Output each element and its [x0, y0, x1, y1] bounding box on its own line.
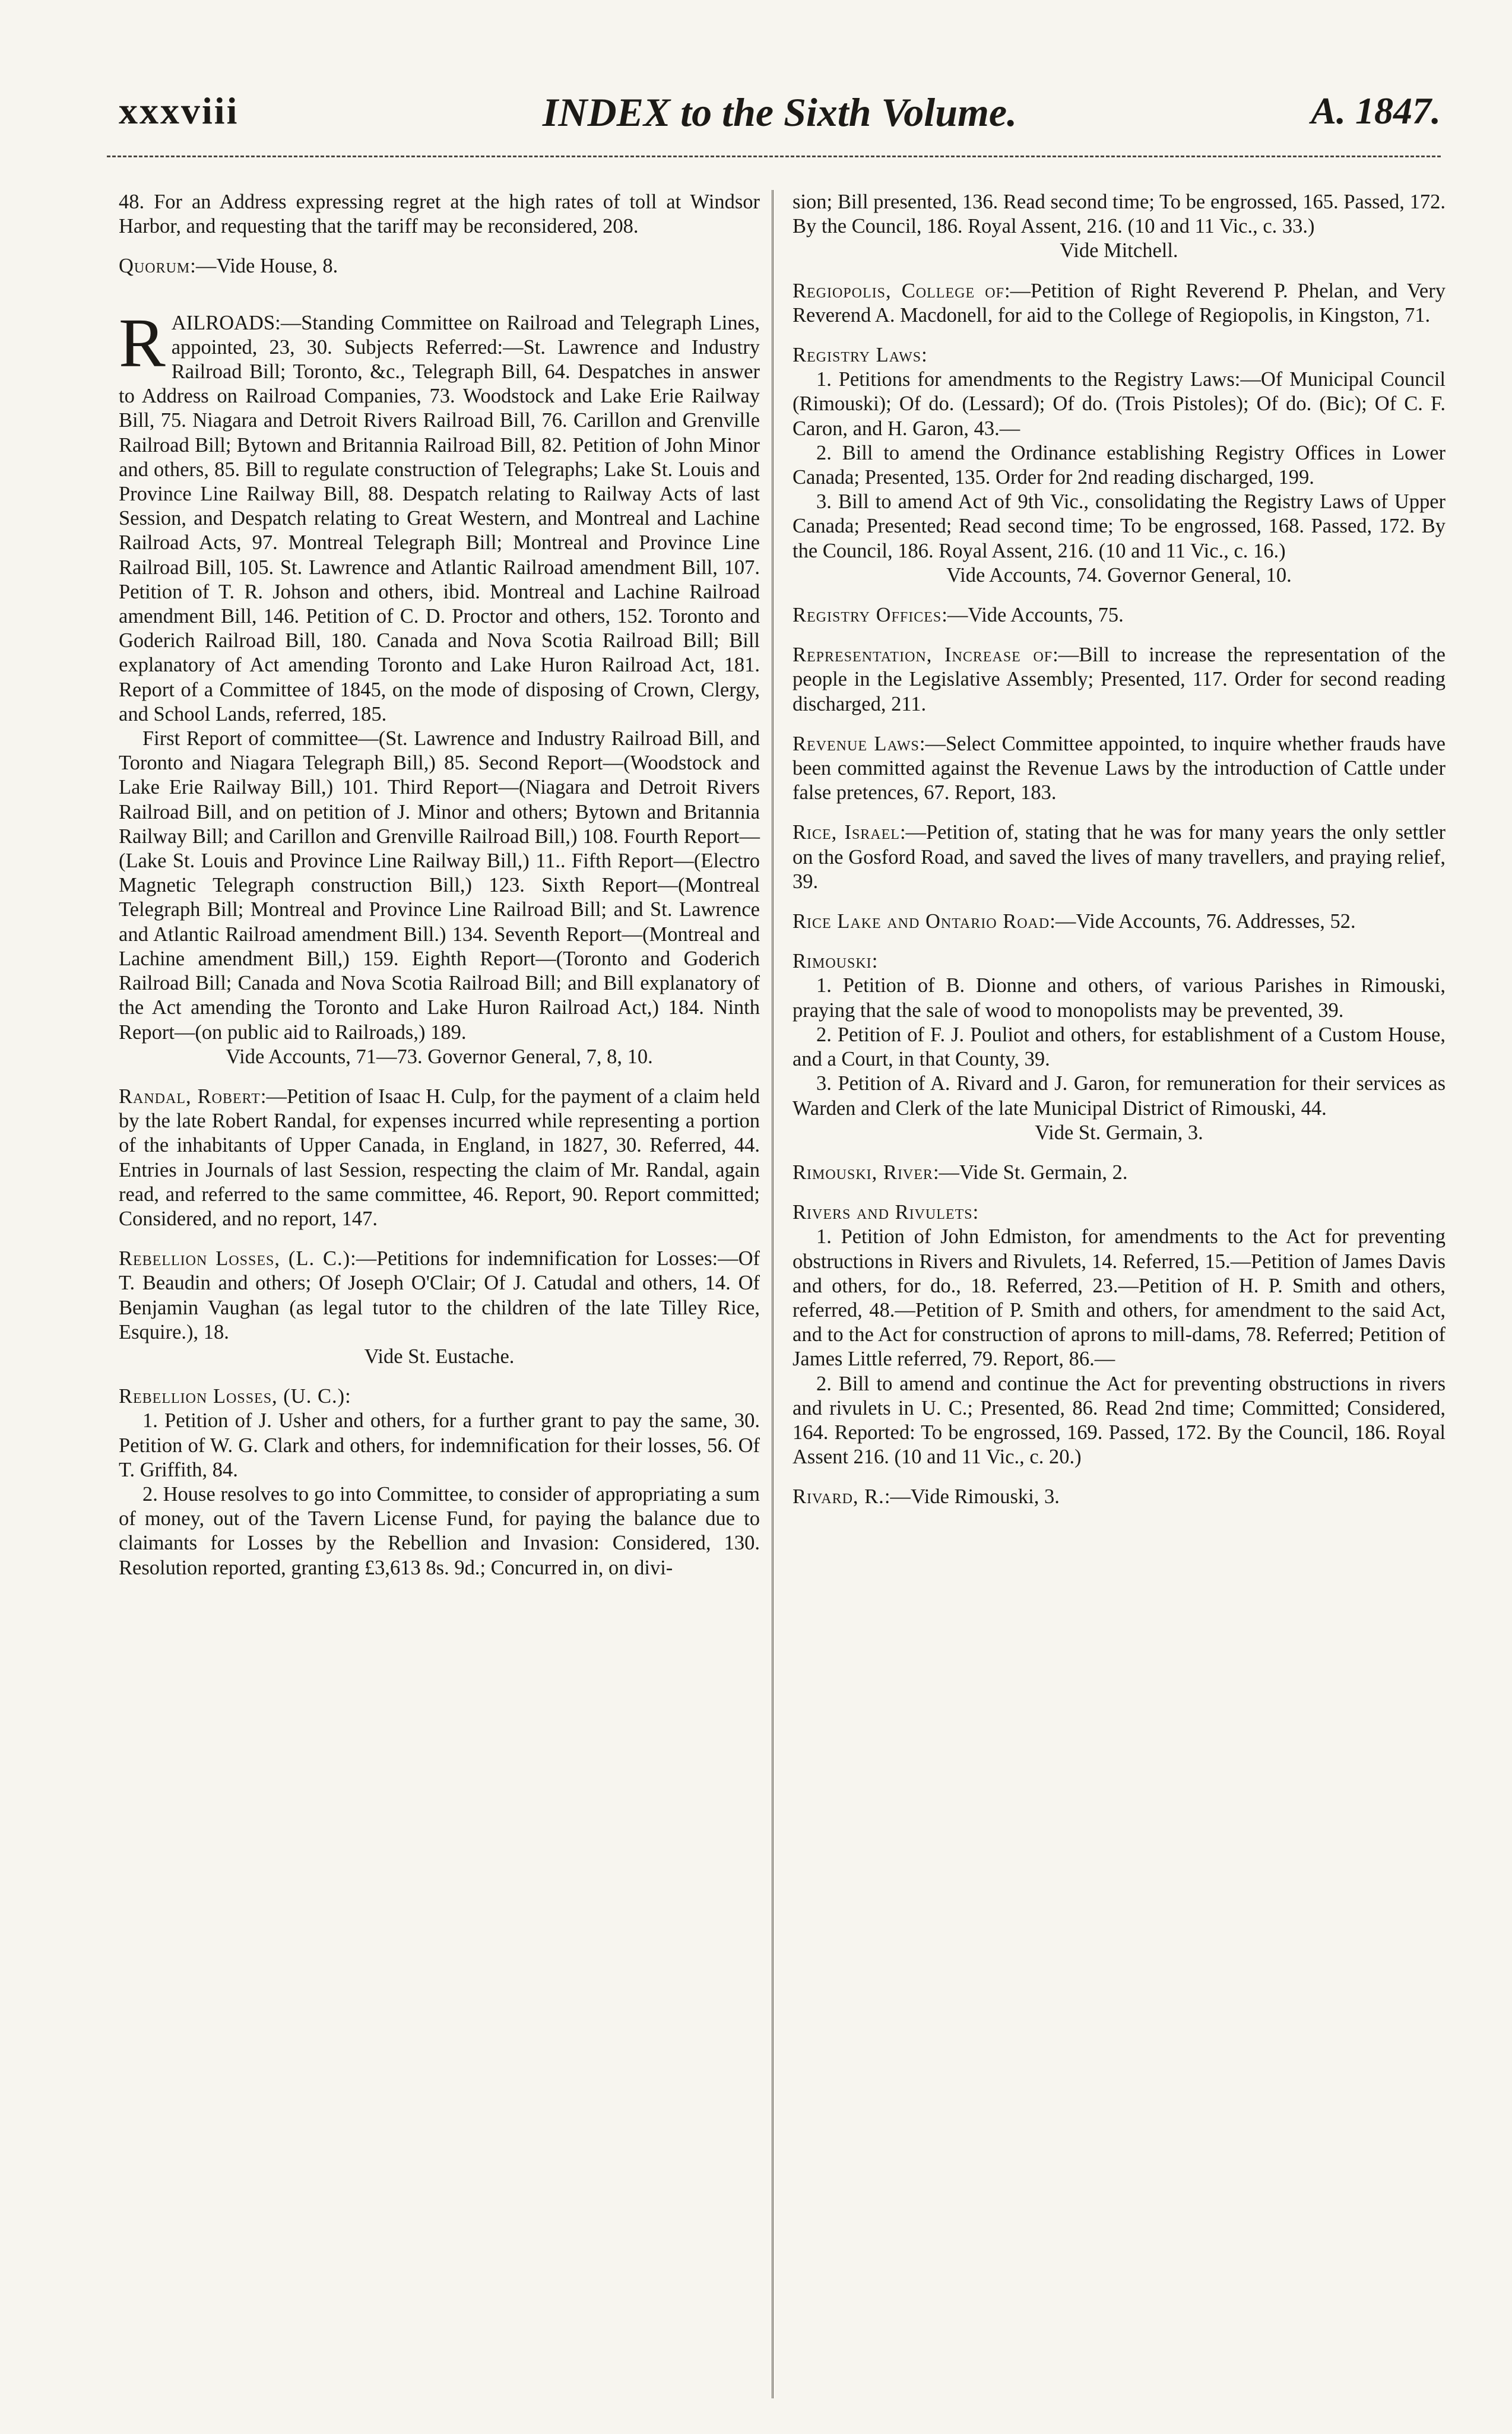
entry-heading: Rivard, R. [793, 1485, 885, 1508]
entry-quorum [119, 254, 760, 278]
entry-heading: Registry Offices [793, 604, 942, 627]
entry-text: :—Vide Rimouski, 3. [884, 1485, 1060, 1508]
entry-subitem: 2. House resolves to go into Committee, to consider of appropriating a sum of money, out of the Tavern License Fund, for paying the balance due to claimants for Losses by the Rebellion and Invasion: Considered, 130. Resolution reported, granting £3,613 8s. 9d.; Concurred in, on divi- [119, 1482, 760, 1579]
header-rule [107, 156, 1441, 160]
entry-railroads [119, 303, 760, 1069]
entry-vide: Vide Accounts, 71—73. Governor General, 7, 8, 10. [226, 1045, 653, 1068]
entry-heading: Registry Laws [793, 344, 922, 367]
entry-rivard [793, 1485, 1446, 1509]
entry-text: :—Petitions for indemnification for Losses:—Of T. Beaudin and others; Of Joseph O'Clair; Of J. Catudal and others, 14. Of Benjamin Vaughan (as legal tutor to the children of the late Tilley Rice, Esquire.), 18. [119, 1247, 760, 1343]
entry-rimouski: Rimouski: 1. Petition of B. Dionne and others, of various Parishes in Rimouski, praying that the sale of wood to monopolists may be prevented, 39. 2. Petition of F. J. Pouliot and others, for establishment of a Custom House, and a Court, in that County, 39. 3. Petition of A. Rivard and J. Garon, for remuneration for their services as Warden and Clerk of the late Municipal District of Rimouski, 44. Vide St. Germain, 3. [793, 949, 1446, 1145]
entry-heading: Rice Lake and Ontario Road [793, 910, 1050, 933]
entry-rice-lake [793, 909, 1446, 934]
entry-text: :—Vide St. Germain, 2. [933, 1161, 1128, 1184]
entry-vide: Vide St. Eustache. [364, 1345, 515, 1368]
entry-heading: Rice, Israel [793, 821, 900, 844]
page-title: INDEX to the Sixth Volume. [542, 90, 1017, 135]
entry-subitem: 1. Petition of John Edmiston, for amendments to the Act for preventing obstructions in Rivers and Rivulets, 14. Referred, 15.—Petition of James Davis and others, for do., 18. Referred, 23.—Petition of H. P. Smith and others, referred, 48.—Petition of P. Smith and others, for amendment to the said Act, and to the Act for construction of aprons to mill-dams, 78. Referred; Petition of James Little referred, 79. Report, 86.— [793, 1225, 1446, 1371]
entry-heading: Randal, Robert [119, 1085, 261, 1108]
entry-heading: Representation, Increase of [793, 644, 1053, 667]
entry-text: :—Select Committee appointed, to inquire whether frauds have been committed against the Revenue Laws by the introduction of Cattle under false pretences, 67. Report, 183. [793, 732, 1446, 804]
entry-text: :—Petition of Right Reverend P. Phelan, and Very Reverend A. Macdonell, for aid to the College of Regiopolis, in Kingston, 71. [793, 279, 1446, 327]
entry-reports: First Report of committee—(St. Lawrence and Industry Railroad Bill, and Toronto and Niagara Telegraph Bill,) 85. Second Report—(Woodstock and Lake Erie Railway Bill,) 101. Third Report—(Niagara and Detroit Rivers Railroad Bill, and on petition of J. Minor and others; Bytown and Britannia Railway Bill; and Carillon and Grenville Railroad Bill,) 108. Fourth Report—(Lake St. Louis and Province Line Railway Bill,) 11.. Fifth Report—(Electro Magnetic Telegraph construction Bill,) 123. Sixth Report—(Montreal Telegraph Bill; Montreal and Province Line Railroad Bill; and St. Lawrence and Atlantic Railroad amendment Bill.) 134. Seventh Report—(Montreal and Lachine amendment Bill,) 159. Eighth Report—(Toronto and Goderich Railroad Bill; Canada and Nova Scotia Railroad Bill; and Bill explanatory of the Act amending the Toronto and Lake Huron Railroad Act,) 184. Ninth Report—(on public aid to Railroads,) 189. [119, 727, 760, 1044]
entry-heading: Rebellion Losses, (U. C.) [119, 1385, 345, 1408]
entry-subitem: 2. Petition of F. J. Pouliot and others, for establishment of a Custom House, and a Court, in that County, 39. [793, 1023, 1446, 1071]
entry-randal [119, 1085, 760, 1231]
entry-subitem: 3. Petition of A. Rivard and J. Garon, for remuneration for their services as Warden and Clerk of the late Municipal District of Rimouski, 44. [793, 1072, 1446, 1120]
entry-heading: AILROADS [171, 311, 275, 334]
drop-cap: R [119, 303, 166, 382]
entry-subitem: 2. Bill to amend the Ordinance establishing Registry Offices in Lower Canada; Presented, 135. Order for 2nd reading discharged, 199. [793, 441, 1446, 489]
entry-heading: Rimouski, River [793, 1161, 933, 1184]
entry-heading: Rebellion Losses, (L. C.) [119, 1247, 351, 1270]
entry-rice-israel [793, 820, 1446, 894]
entry-subitem: 1. Petitions for amendments to the Registry Laws:—Of Municipal Council (Rimouski); Of do. (Lessard); Of do. (Trois Pistoles); Of do. (Bic); Of C. F. Caron, and H. Garon, 43.— [793, 368, 1446, 440]
entry-text: :—Petition of Isaac H. Culp, for the payment of a claim held by the late Robert Randal, for expenses incurred while representing a portion of the inhabitants of Upper Canada, in England, in 1827, 30. Referred, 44. Entries in Journals of last Session, respecting the claim of Mr. Randal, again read, and referred to the same committee, 46. Report, 90. Report committed; Considered, and no report, 147. [119, 1085, 760, 1230]
volume-year: A. 1847. [1311, 90, 1441, 132]
page-number: xxxviii [119, 90, 239, 132]
entry-text: :—Standing Committee on Railroad and Telegraph Lines, appointed, 23, 30. Subjects Referred:—St. Lawrence and Industry Railroad Bill; Toronto, &c., Telegraph Bill, 64. Despatches in answer to Address on Railroad Companies, 73. Woodstock and Lake Erie Railway Bill, 75. Niagara and Detroit Rivers Railroad Bill, 76. Carillon and Grenville Railroad Bill; Bytown and Britannia Railroad Bill, 82. Petition of John Minor and others, 85. Bill to regulate construction of Telegraphs; Lake St. Louis and Province Line Railway Bill, 88. Despatch relating to Railway Acts of last Session, and Despatch relating to Great Western, and Montreal and Lachine Railroad Acts, 97. Montreal Telegraph Bill; Montreal and Province Line Railroad Bill, 105. St. Lawrence and Atlantic Railroad amendment Bill, 107. Petition of T. R. Johson and others, ibid. Montreal and Lachine Railroad amendment Bill, 146. Petition of C. D. Proctor and others, 152. Toronto and Goderich Railroad Bill, 180. Canada and Nova Scotia Railroad Bill; Bill explanatory of Act amending Toronto and Lake Huron Railroad Act, 181. Report of a Committee of 1845, on the mode of disposing of Crown, Clergy, and School Lands, referred, 185. [119, 311, 760, 725]
entry-representation [793, 643, 1446, 717]
entry-registry-offices [793, 603, 1446, 627]
entry-rimouski-river [793, 1161, 1446, 1185]
entry-item-48 [119, 190, 760, 239]
entry-heading: Rivers and Rivulets [793, 1201, 973, 1224]
entry-text: sion; Bill presented, 136. Read second time; To be engrossed, 165. Passed, 172. By the Council, 186. Royal Assent, 216. (10 and 11 Vic., c. 33.) [793, 191, 1446, 238]
entry-vide: Vide Mitchell. [1060, 239, 1178, 262]
entry-subitem: 3. Bill to amend Act of 9th Vic., consolidating the Registry Laws of Upper Canada; Presented; Read second time; To be engrossed, 168. Passed, 172. By the Council, 186. Royal Assent, 216. (10 and 11 Vic., c. 16.) [793, 490, 1446, 562]
entry-rivers-rivulets: Rivers and Rivulets: 1. Petition of John Edmiston, for amendments to the Act for preventing obstructions in Rivers and Rivulets, 14. Referred, 15.—Petition of James Davis and others, for do., 18. Referred, 23.—Petition of H. P. Smith and others, referred, 48.—Petition of P. Smith and others, for amendment to the said Act, and to the Act for construction of aprons to mill-dams, 78. Referred; Petition of James Little referred, 79. Report, 86.— 2. Bill to amend and continue the Act for preventing obstructions in rivers and rivulets in U. C.; Presented, 86. Read 2nd time; Committed; Considered, 164. Reported: To be engrossed, 169. Passed, 172. By the Council, 186. Royal Assent 216. (10 and 11 Vic., c. 20.) [793, 1200, 1446, 1469]
right-column [793, 190, 1446, 1525]
entry-regiopolis [793, 279, 1446, 328]
entry-rebellion-lc [119, 1247, 760, 1369]
entry-vide: Vide St. Germain, 3. [1035, 1121, 1203, 1144]
entry-text: :—Petition of, stating that he was for many years the only settler on the Gosford Road, and saved the lives of many travellers, and praying relief, 39. [793, 821, 1446, 893]
entry-text: :—Bill to increase the representation of the people in the Legislative Assembly; Presented, 117. Order for second reading discharged, 211. [793, 644, 1446, 715]
entry-text: :—Vide House, 8. [190, 255, 338, 278]
entry-heading: Revenue Laws [793, 732, 920, 755]
entry-heading: Regiopolis, College of [793, 279, 1004, 302]
entry-text: :—Vide Accounts, 76. Addresses, 52. [1050, 910, 1356, 933]
entry-heading: Quorum [119, 255, 191, 278]
entry-rebellion-uc: Rebellion Losses, (U. C.): 1. Petition of J. Usher and others, for a further grant to pay the same, 30. Petition of W. G. Clark and others, for indemnification for their losses, 56. Of T. Griffith, 84. 2. House resolves to go into Committee, to consider of appropriating a sum of money, out of the Tavern License Fund, for paying the balance due to claimants for Losses by the Rebellion and Invasion: Considered, 130. Resolution reported, granting £3,613 8s. 9d.; Concurred in, on divi- [119, 1384, 760, 1580]
entry-revenue-laws [793, 732, 1446, 806]
column-divider [772, 190, 774, 2398]
entry-vide: Vide Accounts, 74. Governor General, 10. [946, 563, 1292, 587]
entry-continuation [793, 190, 1446, 264]
entry-subitem: 1. Petition of J. Usher and others, for a further grant to pay the same, 30. Petition of W. G. Clark and others, for indemnification for their losses, 56. Of T. Griffith, 84. [119, 1409, 760, 1481]
entry-text: 48. For an Address expressing regret at the high rates of toll at Windsor Harbor, and requesting that the tariff may be reconsidered, 208. [119, 191, 760, 238]
entry-subitem: 2. Bill to amend and continue the Act for preventing obstructions in rivers and rivulets in U. C.; Presented, 86. Read 2nd time; Committed; Considered, 164. Reported: To be engrossed, 169. Passed, 172. By the Council, 186. Royal Assent 216. (10 and 11 Vic., c. 20.) [793, 1372, 1446, 1469]
entry-registry-laws: Registry Laws: 1. Petitions for amendments to the Registry Laws:—Of Municipal Council (Rimouski); Of do. (Lessard); Of do. (Trois Pistoles); Of do. (Bic); Of C. F. Caron, and H. Garon, 43.— 2. Bill to amend the Ordinance establishing Registry Offices in Lower Canada; Presented, 135. Order for 2nd reading discharged, 199. 3. Bill to amend Act of 9th Vic., consolidating the Registry Laws of Upper Canada; Presented; Read second time; To be engrossed, 168. Passed, 172. By the Council, 186. Royal Assent, 216. (10 and 11 Vic., c. 16.) Vide Accounts, 74. Governor General, 10. [793, 343, 1446, 588]
left-column [119, 190, 760, 1596]
entry-text: :—Vide Accounts, 75. [942, 604, 1124, 627]
entry-subitem: 1. Petition of B. Dionne and others, of various Parishes in Rimouski, praying that the sale of wood to monopolists may be prevented, 39. [793, 974, 1446, 1022]
entry-heading: Rimouski [793, 950, 872, 973]
page-header [119, 89, 1441, 142]
